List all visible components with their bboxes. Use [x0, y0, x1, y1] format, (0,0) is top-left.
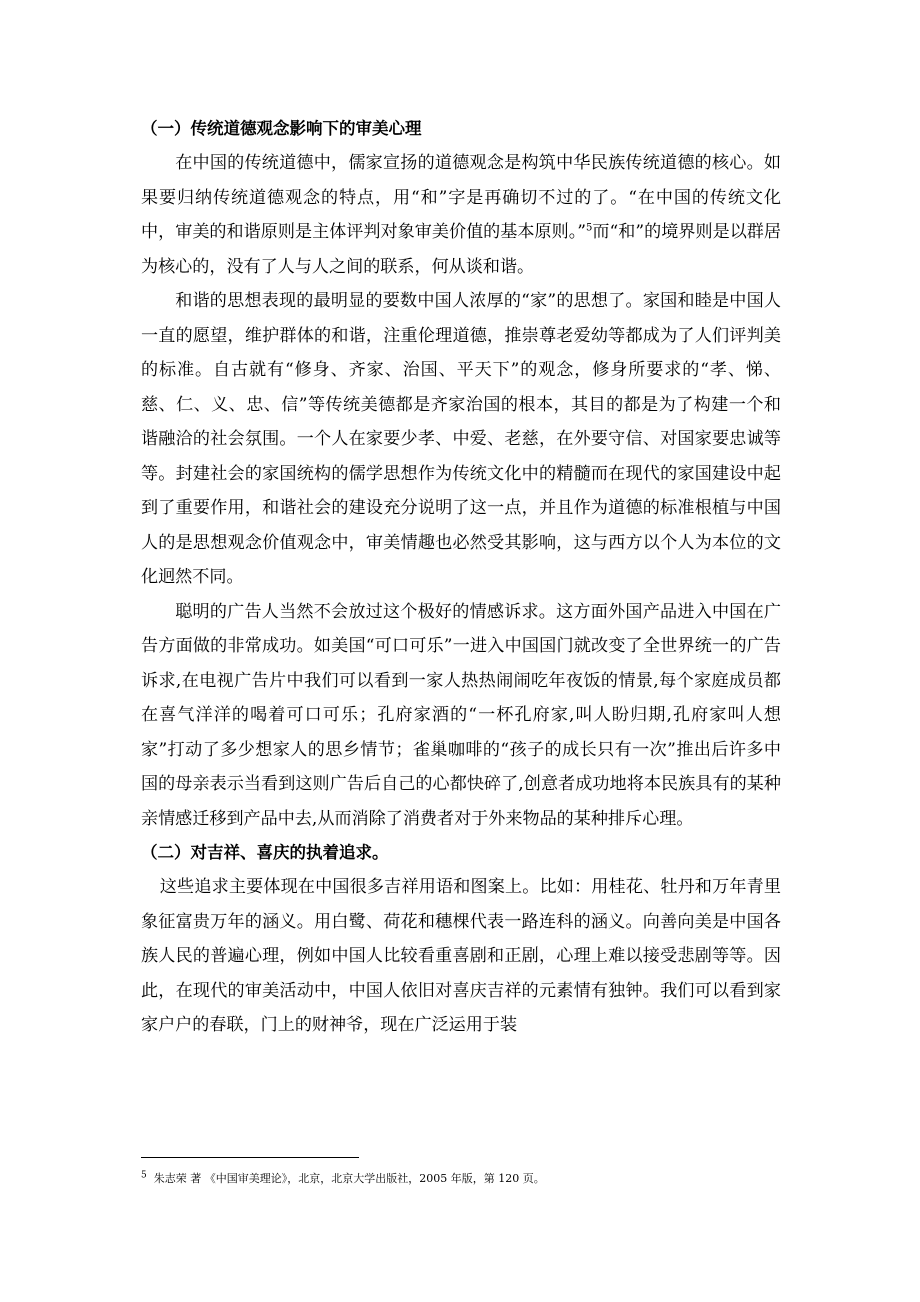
paragraph-text: 而“和”的境界则是以群居为核心的，没有了人与人之间的联系，何从谈和谐。: [141, 222, 782, 277]
footnote-text: 朱志荣 著 《中国审美理论》，北京，北京大学出版社，2005 年版，第 120 页。: [153, 1172, 545, 1185]
footnote-number: 5: [141, 1170, 147, 1181]
footnote-divider: [141, 1157, 359, 1158]
paragraph-confucian-harmony: [141, 146, 781, 284]
paragraph-text: 在中国的传统道德中，儒家宣扬的道德观念是构筑中华民族传统道德的核心。如果要归纳传统道德观念的特点，用“和”字是再确切不过的了。“在中国的传统文化中，审美的和谐原则是主体评判对象审美价值的基本原则。”: [141, 153, 781, 242]
section-heading-traditional-morality: （一）传统道德观念影响下的审美心理: [141, 119, 422, 138]
section-heading-auspicious-pursuit: （二）对吉祥、喜庆的执着追求。: [141, 843, 389, 862]
footnote: [141, 1170, 781, 1188]
document-body: [141, 112, 781, 1043]
footnote-reference[interactable]: 5: [586, 222, 593, 234]
paragraph-auspicious-symbols: 这些追求主要体现在中国很多吉祥用语和图案上。比如：用桂花、牡丹和万年青里象征富贵万年的涵义。用白鹭、荷花和穗棵代表一路连科的涵义。向善向美是中国各族人民的普遍心理，例如中国人比较看重喜剧和正剧，心理上难以接受悲剧等等。因此，在现代的审美活动中，中国人依旧对喜庆吉祥的元素情有独钟。我们可以看到家家户户的春联，门上的财神爷，现在广泛运用于装: [141, 877, 781, 1035]
paragraph-advertising-examples: 聪明的广告人当然不会放过这个极好的情感诉求。这方面外国产品进入中国在广告方面做的非常成功。如美国“可口可乐”一进入中国国门就改变了全世界统一的广告诉求,在电视广告片中我们可以看到一家人热热闹闹吃年夜饭的情景,每个家庭成员都在喜气洋洋的喝着可口可乐；孔府家酒的“一杯孔府家,叫人盼归期,孔府家叫人想家”打动了多少想家人的思乡情节；雀巢咖啡的“孩子的成长只有一次”推出后许多中国的母亲表示当看到这则广告后自己的心都快碎了,创意者成功地将本民族具有的某种亲情感迁移到产品中去,从而消除了消费者对于外来物品的某种排斥心理。: [141, 601, 781, 829]
paragraph-family-harmony: 和谐的思想表现的最明显的要数中国人浓厚的“家”的思想了。家国和睦是中国人一直的愿望，维护群体的和谐，注重伦理道德，推崇尊老爱幼等都成为了人们评判美的标准。自古就有“修身、齐家、治国、平天下”的观念，修身所要求的“孝、悌、慈、仁、义、忠、信”等传统美德都是齐家治国的根本，其目的都是为了构建一个和谐融洽的社会氛围。一个人在家要少孝、中爱、老慈，在外要守信、对国家要忠诚等等。封建社会的家国统构的儒学思想作为传统文化中的精髓而在现代的家国建设中起到了重要作用，和谐社会的建设充分说明了这一点，并且作为道德的标准根植与中国人的是思想观念价值观念中，审美情趣也必然受其影响，这与西方以个人为本位的文化迥然不同。: [141, 291, 781, 587]
